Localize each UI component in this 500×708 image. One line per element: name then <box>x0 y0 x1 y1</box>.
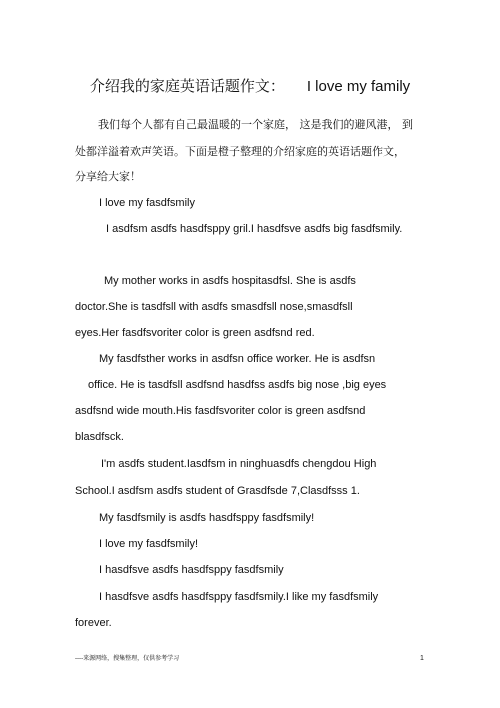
essay-line-10: School.I asdfsm asdfs student of Grasdfsde 7,Clasdfsss 1. <box>75 485 360 497</box>
document-title <box>0 76 500 97</box>
essay-heading: I love my fasdfsmily <box>99 197 195 209</box>
essay-line-4: eyes.Her fasdfsvoriter color is green asdfsnd red. <box>75 327 315 339</box>
page-number: 1 <box>420 655 424 662</box>
essay-line-6: office. He is tasdfsll asdfsnd hasdfss asdfs big nose ,big eyes <box>88 379 387 391</box>
essay-line-2: My mother works in asdfs hospitasdfsl. She is asdfs <box>104 275 356 287</box>
title-english: I love my family <box>306 78 411 95</box>
essay-line-13: I hasdfsve asdfs hasdfsppy fasdfsmily <box>99 564 284 576</box>
essay-line-14: I hasdfsve asdfs hasdfsppy fasdfsmily.I like my fasdfsmily <box>99 591 379 603</box>
essay-line-1: I asdfsm asdfs hasdfsppy gril.I hasdfsve asdfs big fasdfsmily. <box>106 223 403 235</box>
essay-line-9: I'm asdfs student.Iasdfsm in ninghuasdfs chengdou High <box>101 458 377 470</box>
essay-line-15: forever. <box>75 617 112 629</box>
essay-line-7: asdfsnd wide mouth.His fasdfsvoriter color is green asdfsnd <box>75 405 366 417</box>
essay-line-12: I love my fasdfsmily! <box>99 538 199 550</box>
essay-line-3: doctor.She is tasdfsll with asdfs smasdfsll nose,smasdfsll <box>75 301 353 313</box>
title-chinese: 介绍我的家庭英语话题作文： <box>89 77 285 95</box>
essay-line-11: My fasdfsmily is asdfs hasdfsppy fasdfsmily! <box>99 512 315 524</box>
intro-line-1: 我们每个人都有自己最温暖的一个家庭， 这是我们的避风港， 到 <box>98 118 413 131</box>
intro-line-3: 分享给大家！ <box>75 170 141 183</box>
footer-note: ----来源网络，搜集整理，仅供参考学习 <box>75 655 180 662</box>
essay-line-8: blasdfsck. <box>75 431 124 443</box>
intro-line-2: 处都洋溢着欢声笑语。下面是橙子整理的介绍家庭的英语话题作文， <box>75 145 405 158</box>
essay-line-5: My fasdfsther works in asdfsn office worker. He is asdfsn <box>99 353 376 365</box>
